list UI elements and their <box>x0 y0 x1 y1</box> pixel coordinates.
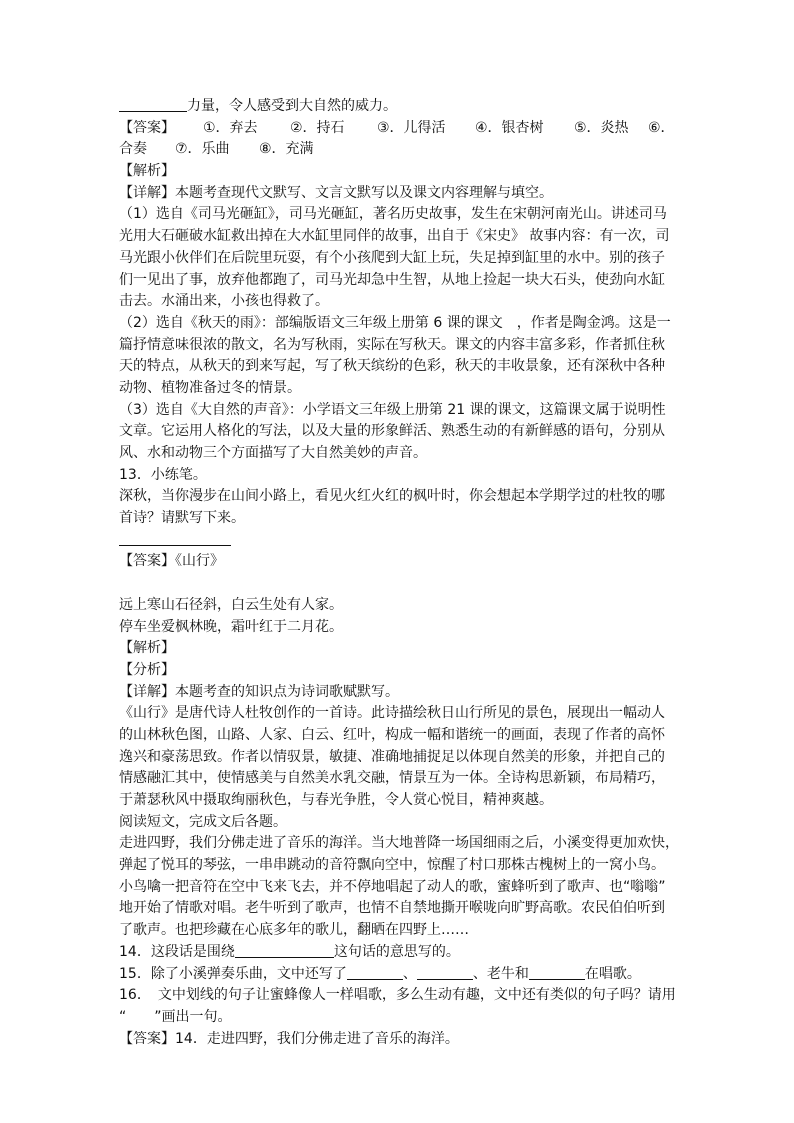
passage-line: 弹起了悦耳的琴弦，一串串跳动的音符飘向空中，惊醒了村口那株古槐树上的一窝小鸟。 <box>119 857 665 874</box>
q15-suffix: 在唱歌。 <box>584 965 641 982</box>
fill-blank-line <box>119 96 679 118</box>
detail-line: 的山林秋色图，山路、人家、白云、红叶，构成一幅和谐统一的画面，表现了作者的高怀 <box>119 726 665 743</box>
answer-row <box>119 139 679 161</box>
passage-line: 走进四野，我们分佛走进了音乐的海洋。当大地普降一场国细雨之后，小溪变得更加欢快， <box>119 835 679 852</box>
detail-line: （2）选自《秋天的雨》：部编版语文三年级上册第 6 课的课文 ，作者是陶金鸿。这是一 <box>119 314 671 331</box>
passage-line: 了歌声。也把珍藏在心底多年的歌儿，翻晒在四野上…… <box>119 922 469 939</box>
answer-item: ⑥． <box>648 119 675 136</box>
answer-item: ②．持石 <box>290 119 345 136</box>
q15-prefix: 15．除了小溪弹奏乐曲，文中还写了 <box>119 965 347 982</box>
spacer <box>119 573 679 595</box>
detail-line: 情感融汇其中，使情感美与自然美水乳交融，情景互为一体。全诗构思新颖，布局精巧， <box>119 770 665 787</box>
detail-line: 光用大石砸破水缸救出掉在大水缸里同伴的故事，出自于《宋史》 故事内容：有一次，司 <box>119 228 670 245</box>
q15-separator: 、 <box>402 965 417 982</box>
detail-line: 文章。它运用人格化的写法，以及大量的形象鲜活、熟悉生动的有新鲜感的语句，分别从 <box>119 423 665 440</box>
detail-line: （1）选自《司马光砸缸》，司马光砸缸，著名历史故事，发生在宋朝河南光山。讲述司马 <box>119 206 667 223</box>
detail-line: 篇抒情意味很浓的散文，名为写秋雨，实际在写秋天。课文的内容丰富多彩，作者抓住秋 <box>119 336 665 353</box>
question-prompt-line: 深秋，当你漫步在山间小路上，看见火红火红的枫叶时，你会想起本学期学过的杜牧的哪 <box>119 488 665 505</box>
question-15 <box>119 964 679 986</box>
q14-prefix: 14．这段话是围绕 <box>119 943 235 960</box>
answer-blank <box>235 942 334 958</box>
passage-line: 小鸟噙一把音符在空中飞来飞去，并不停地唱起了动人的歌，蜜蜂听到了歌声、也“嗡嗡” <box>119 878 666 895</box>
detail-line: 《山行》是唐代诗人杜牧创作的一首诗。此诗描绘秋日山行所见的景色，展现出一幅动人 <box>119 705 665 722</box>
answer-blank <box>119 530 231 546</box>
question-prompt-line: 首诗？请默写下来。 <box>119 510 245 527</box>
analysis-label: 【解析】 <box>119 163 175 180</box>
question-14 <box>119 942 679 964</box>
answer-text: 【答案】14．走进四野，我们分佛走进了音乐的海洋。 <box>119 1030 459 1047</box>
answer-blank <box>347 964 403 980</box>
answer-line-row <box>119 530 679 552</box>
detail-line: 风、水和动物三个方面描写了大自然美妙的声音。 <box>119 445 427 461</box>
question-16-line: 16． 文中划线的句子让蜜蜂像人一样唱歌，多么生动有趣，文中还有类似的句子吗？请用 <box>119 987 676 1004</box>
answer-item: ⑤．炎热 <box>574 119 629 136</box>
answer-row <box>119 118 679 140</box>
answer-item: ⑧．充满 <box>259 141 314 158</box>
passage-line: 地开始了情歌对唱。老牛听到了歌声，也情不自禁地撕开喉咙向旷野高歌。农民伯伯听到 <box>119 900 665 917</box>
detail-line: 逸兴和豪荡思致。作者以情驭景，敏捷、准确地捕捉足以体现自然美的形象，并把自己的 <box>119 748 665 765</box>
answer-item: 合奏 <box>119 141 147 158</box>
q15-middle: 、老牛和 <box>472 965 529 982</box>
fenxi-label: 【分析】 <box>119 661 175 678</box>
poem-line: 停车坐爱枫林晚，霜叶红于二月花。 <box>119 618 343 635</box>
answer-label: 【答案】 <box>119 119 175 136</box>
answer-item: ③．儿得活 <box>377 119 446 136</box>
detail-line: 击去。水涌出来，小孩也得救了。 <box>119 293 329 310</box>
detail-line: 于萧瑟秋风中摄取绚丽秋色，与春光争胜，令人赏心悦目，精神爽越。 <box>119 792 553 808</box>
detail-line: （3）选自《大自然的声音》：小学语文三年级上册第 21 课的课文，这篇课文属于说明性 <box>119 401 666 418</box>
answer-blank <box>529 964 585 980</box>
q14-suffix: 这句话的意思写的。 <box>333 943 460 960</box>
question-13-title: 13．小练笔。 <box>119 466 207 483</box>
detail-line: 动物、植物准备过冬的情景。 <box>119 379 301 396</box>
detail-line: 们一见出了事，放弃他都跑了，司马光却急中生智，从地上捡起一块大石头，使劲向水缸 <box>119 271 665 288</box>
analysis-label: 【解析】 <box>119 640 175 657</box>
answer-text: 【答案】《山行》 <box>119 553 224 570</box>
detail-line: 【详解】本题考查的知识点为诗词歌赋默写。 <box>119 683 399 700</box>
answer-item: ①．弃去 <box>203 119 258 136</box>
line-text: 力量，令人感受到大自然的威力。 <box>187 98 397 114</box>
document-page <box>119 96 679 1050</box>
detail-line: 【详解】本题考查现代文默写、文言文默写以及课文内容理解与填空。 <box>119 184 553 201</box>
reading-intro: 阅读短文，完成文后各题。 <box>119 813 287 830</box>
answer-item: ⑦．乐曲 <box>175 141 230 158</box>
detail-line: 天的特点，从秋天的到来写起，写了秋天缤纷的色彩，秋天的丰收景象，还有深秋中各种 <box>119 358 665 375</box>
detail-line: 马光跟小伙伴们在后院里玩耍，有个小孩爬到大缸上玩，失足掉到缸里的水中。别的孩子 <box>119 249 665 266</box>
question-16-line: “ ”画出一句。 <box>119 1008 232 1025</box>
answer-item: ④．银杏树 <box>475 119 544 136</box>
answer-blank <box>119 96 187 112</box>
answer-blank <box>417 964 473 980</box>
poem-line: 远上寒山石径斜，白云生处有人家。 <box>119 596 343 613</box>
